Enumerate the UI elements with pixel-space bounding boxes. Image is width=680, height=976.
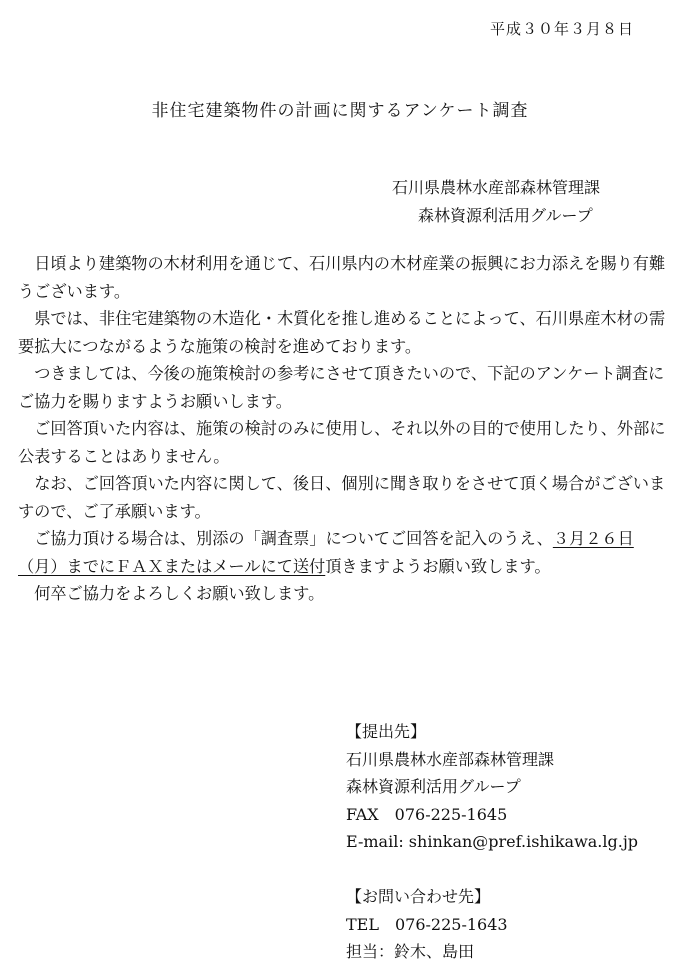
paragraph-followup: なお、ご回答頂いた内容に関して、後日、個別に聞き取りをさせて頂く場合がございますので、ご了承願います。 [18, 474, 666, 521]
paragraph-greeting: 日頃より建築物の木材利用を通じて、石川県内の木材産業の振興にお力添えを賜り有難うございます。 [18, 254, 666, 301]
document-title: 非住宅建築物件の計画に関するアンケート調査 [151, 101, 529, 121]
submission-fax: FAX 076-225-1645 [346, 804, 508, 824]
deadline-emphasis: ３月２６日（月）までにＦＡＸまたはメールにて送付 [18, 529, 634, 576]
inquiry-contact: 担当：鈴木、島田 [346, 942, 475, 961]
submission-group: 森林資源利活用グループ [346, 777, 521, 796]
submission-org: 石川県農林水産部森林管理課 [346, 749, 555, 769]
paragraph-policy: 県では、非住宅建築物の木造化・木質化を推し進めることによって、石川県産木材の需要拡大につながるような施策の検討を進めております。 [18, 309, 666, 356]
contact-block [346, 718, 638, 966]
sender-department: 石川県農林水産部森林管理課 [392, 178, 601, 197]
paragraph-deadline [18, 525, 666, 580]
submission-heading: 【提出先】 [346, 722, 427, 741]
document-date: 平成３０年３月８日 [489, 20, 634, 38]
inquiry-heading: 【お問い合わせ先】 [346, 887, 491, 906]
letter-body [18, 250, 666, 608]
sender-group: 森林資源利活用グループ [418, 206, 593, 225]
contact-spacer [346, 856, 638, 884]
deadline-closing: 頂きますようお願い致します。 [325, 556, 551, 576]
sender-block [392, 174, 600, 230]
submission-email: E-mail: shinkan@pref.ishikawa.lg.jp [346, 832, 639, 851]
paragraph-request: つきましては、今後の施策検討の参考にさせて頂きたいので、下記のアンケート調査にご協力を賜りますようお願いします。 [18, 364, 665, 411]
deadline-intro: ご協力頂ける場合は、別添の「調査票」についてご回答を記入のうえ、 [34, 529, 553, 548]
paragraph-closing: 何卒ご協力をよろしくお願い致します。 [34, 584, 325, 603]
paragraph-usage: ご回答頂いた内容は、施策の検討のみに使用し、それ以外の目的で使用したり、外部に公表することはありません。 [18, 419, 666, 466]
inquiry-tel: TEL 076-225-1643 [346, 914, 508, 934]
